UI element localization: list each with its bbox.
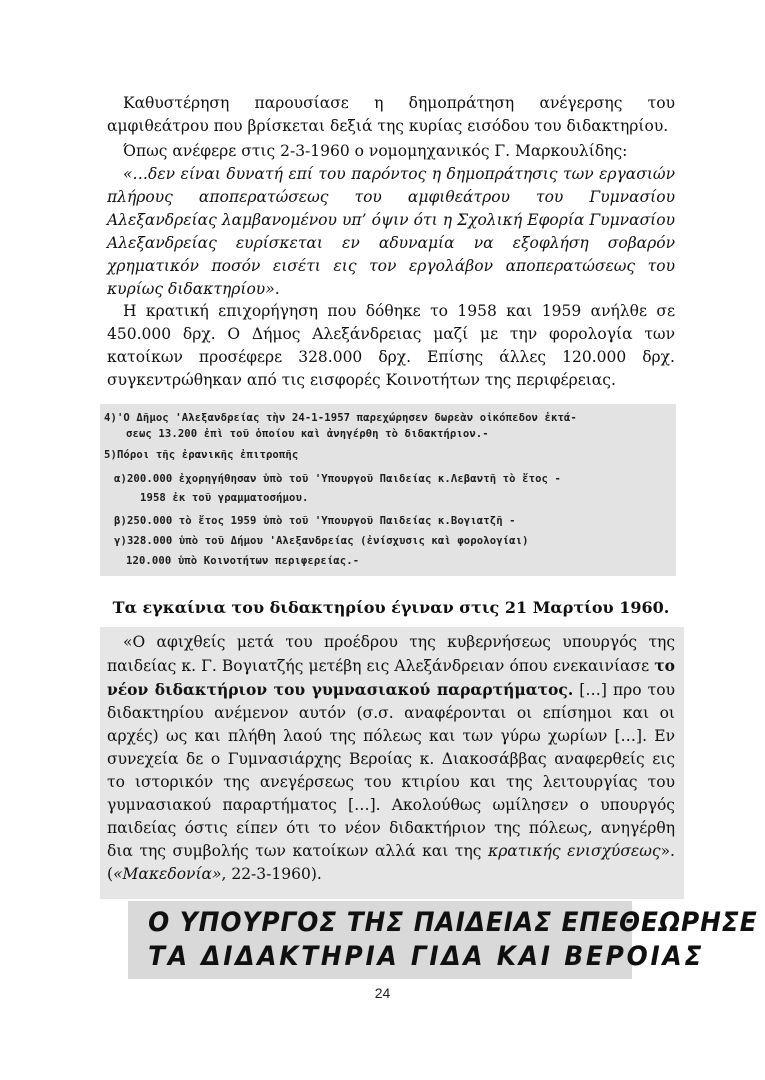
scan-line: γ)328.000 ὑπὸ τοῦ Δήμου 'Αλεξανδρείας (ἐνίσχυσις καὶ φορολογίαι) — [114, 535, 529, 547]
newspaper-name: «Μακεδονία» — [113, 865, 222, 883]
quote-part: , 22-3-1960). — [221, 865, 322, 883]
quote-part: ». ( — [107, 842, 675, 883]
paragraph-funding: Η κρατική επιχορήγηση που δόθηκε το 1958 και 1959 ανήλθε σε 450.000 δρχ. Ο Δήμος Αλεξάνδρειας μαζί με την φορολογία των κατοίκων προσέφερε 328.000 δρχ. Επίσης άλλες 120.000 δρχ. συγκεντρώθηκαν από τις εισφορές Κοινοτήτων της περιφέρειας. — [107, 302, 675, 389]
paragraph-makedonia-quote — [107, 631, 675, 886]
paragraph-amphitheater-delay: Καθυστέρηση παρουσίασε η δημοπράτηση ανέγερσης του αμφιθεάτρου που βρίσκεται δεξιά της κυρίας εισόδου του διδακτηρίου. — [107, 94, 675, 135]
scan-line: 120.000 ὑπὸ Κοινοτήτων περιφερείας.- — [126, 555, 360, 567]
quote-bold: το νέον διδακτήριον του γυμνασιακού παραρτήματος. — [107, 656, 675, 699]
paragraph-markoulidis-quote — [107, 163, 675, 301]
paragraph-markoulidis-intro: Όπως ανέφερε στις 2-3-1960 ο νομομηχανικός Γ. Μαρκουλίδης: — [123, 142, 628, 160]
scan-line: α)200.000 ἐχορηγήθησαν ὑπὸ τοῦ 'Υπουργοῦ Παιδείας κ.Λεβαντῆ τὸ ἔτος - — [114, 473, 561, 485]
scan-line: 4)'Ο Δῆμος 'Αλεξανδρείας τὴν 24-1-1957 παρεχώρησεν δωρεὰν οἰκόπεδον ἐκτά- — [104, 412, 577, 424]
scanned-document-excerpt — [100, 404, 676, 576]
headline-line: Ο ΥΠΟΥΡΓΟΣ ΤΗΣ ΠΑΙΔΕΙΑΣ ΕΠΕΘΕΩΡΗΣΕ — [148, 907, 758, 938]
quote-end: . — [274, 280, 280, 298]
scan-line: β)250.000 τὸ ἔτος 1959 ὑπὸ τοῦ 'Υπουργοῦ Παιδείας κ.Βογιατζῆ - — [114, 515, 516, 527]
newspaper-headline-clipping — [128, 901, 758, 979]
section-heading-inauguration: Τα εγκαίνια του διδακτηρίου έγιναν στις 21 Μαρτίου 1960. — [112, 598, 670, 617]
quote-part: […] προ του διδακτηρίου ανέμενον αυτόν (σ.σ. αναφέρονται οι επίσημοι και οι αρχές) ως και πλήθη λαού της πόλεως και των γύρω χωρίων […]. Εν συνεχεία δε ο Γυμνασιάρχης Βεροίας κ. Διακοσάββας αναφερθείς εις το ιστορικόν της ανεγέρσεως του κτιρίου και της λειτουργίας του γυμνασιακού παραρτήματος […]. Ακολούθως ωμίλησεν ο υπουργός παιδείας όστις είπεν ότι το νέον διδακτήριον της πόλεως, ανηγέρθη δια της συμβολής των κατοίκων αλλά και της — [107, 681, 675, 860]
quote-italic: κρατικής ενισχύσεως — [488, 842, 661, 860]
quote-part: «Ο αφιχθείς μετά του προέδρου της κυβερνήσεως υπουργός της παιδείας κ. Γ. Βογιατζής μετέβη εις Αλεξάνδρειαν όπου ενεκαινίασε — [107, 633, 675, 675]
scan-line: σεως 13.200 ἐπὶ τοῦ ὁποίου καὶ ἀνηγέρθη τὸ διδακτήριον.- — [126, 428, 489, 440]
scan-line: 1958 ἐκ τοῦ γραμματοσήμου. — [140, 492, 309, 504]
quote-text: «…δεν είναι δυνατή επί του παρόντος η δημοπράτησις των εργασιών πλήρους αποπερατώσεως του αμφιθεάτρου του Γυμνασίου Αλεξανδρείας λαμβανομένου υπ’ όψιν ότι η Σχολική Εφορία Γυμνασίου Αλεξανδρείας ευρίσκεται εν αδυναμία να εξοφλήση σοβαρόν χρηματικόν ποσόν εισέτι εις τον εργολάβον αποπερατώσεως του κυρίως διδακτηρίου» — [107, 165, 675, 298]
scan-line: 5)Πόροι τῆς ἐρανικῆς ἐπιτροπῆς — [104, 449, 299, 461]
headline-line: ΤΑ ΔΙΔΑΚΤΗΡΙΑ ΓΙΔΑ ΚΑΙ ΒΕΡΟΙΑΣ — [148, 941, 705, 972]
page-number: 24 — [374, 985, 391, 1001]
